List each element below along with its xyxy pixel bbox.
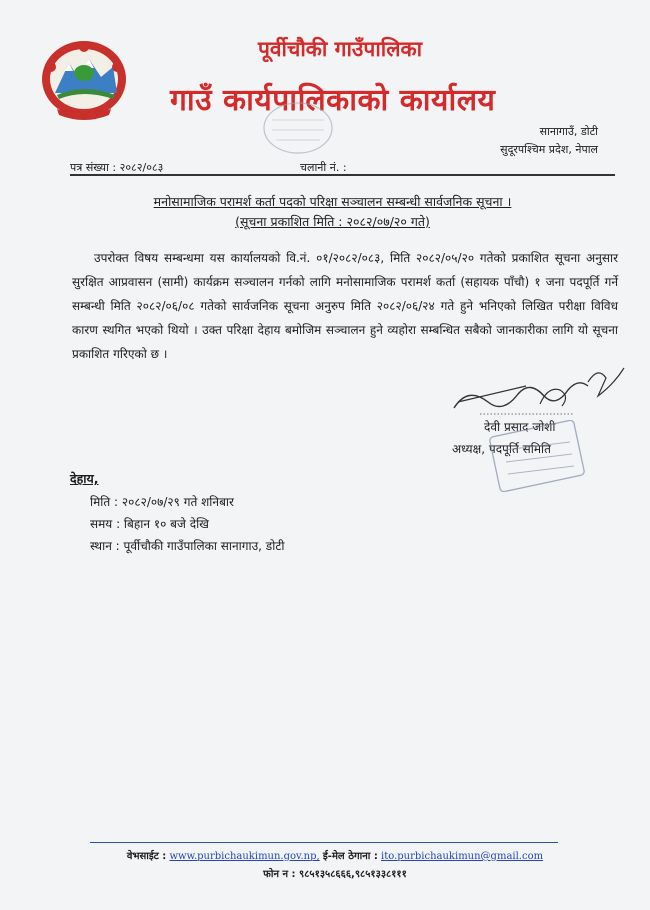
notice-subject: मनोसामाजिक परामर्श कर्ता पदको परिक्षा सञ्चालन सम्बन्धी सार्वजनिक सूचना । — [153, 194, 512, 209]
header-divider — [70, 174, 615, 176]
committee-stamp — [488, 420, 586, 492]
exam-venue: स्थान : पूर्वीचौकी गाउँपालिका सानागाउ, डोटी — [90, 539, 285, 553]
dispatch-number: चलानी नं. : — [300, 161, 347, 174]
notice-paragraph: उपरोक्त विषय सम्बन्धमा यस कार्यालयको वि.नं. ०१/२०८२/०८३, मिति २०८२/०५/२० गतेको प्रकाशित सूचना अनुसार सुरक्षित आप्रवासन (सामी) कार्यक्रम सञ्चालन गर्नको लागि मनोसामाजिक परामर्श कर्ता (सहायक पाँचौ) १ जना पदपूर्ति गर्ने सम्बन्धी मिति २०८२/०६/०८ गतेको सार्वजनिक सूचना अनुरुप मिति २०८२/०६/२४ गते हुने भनिएको लिखित परीक्षा विविध कारण स्थगित भएको थियो । उक्त परिक्षा देहाय बमोजिम सञ्चालन हुने व्यहोरा सम्बन्धित सबैको जानकारीका लागि यो सूचना प्रकाशित गरिएको छ । — [72, 251, 618, 361]
website-link[interactable]: www.purbichaukimun.gov.np, — [169, 851, 320, 862]
signer-title: अध्यक्ष, पदपूर्ति समिति — [452, 442, 551, 456]
address-line-1: सानागाउँ, डोटी — [539, 125, 598, 138]
email-link[interactable]: ito.purbichaukimun@gmail.com — [381, 851, 544, 862]
notice-published-date: (सूचना प्रकाशित मिति : २०८२/०७/२० गते) — [235, 214, 430, 229]
details-heading: देहाय, — [70, 471, 99, 486]
office-title: गाउँ कार्यपालिकाको कार्यालय — [170, 83, 496, 118]
signer-name: देवी प्रसाद जोशी — [484, 420, 556, 434]
exam-time: समय : बिहान १० बजे देखि — [90, 517, 209, 531]
notice-body — [72, 246, 618, 366]
office-stamp — [260, 100, 335, 155]
footer-contact — [0, 848, 650, 862]
exam-date: मिति : २०८२/०७/२९ गते शनिबार — [90, 495, 234, 509]
municipality-title: पूर्वीचौकी गाउँपालिका — [257, 37, 423, 61]
email-label: ई-मेल ठेगाना : — [322, 851, 378, 862]
handwritten-signature — [448, 356, 628, 426]
footer-phone: फोन न : ९८५१३५८६६६,९८५१३३८१११ — [263, 869, 407, 880]
reference-number: पत्र संख्या : २०८२/०८३ — [70, 161, 164, 174]
footer-divider — [90, 842, 558, 843]
address-line-2: सुदूरपश्चिम प्रदेश, नेपाल — [500, 143, 598, 156]
website-label: वेभसाईट : — [126, 851, 167, 862]
